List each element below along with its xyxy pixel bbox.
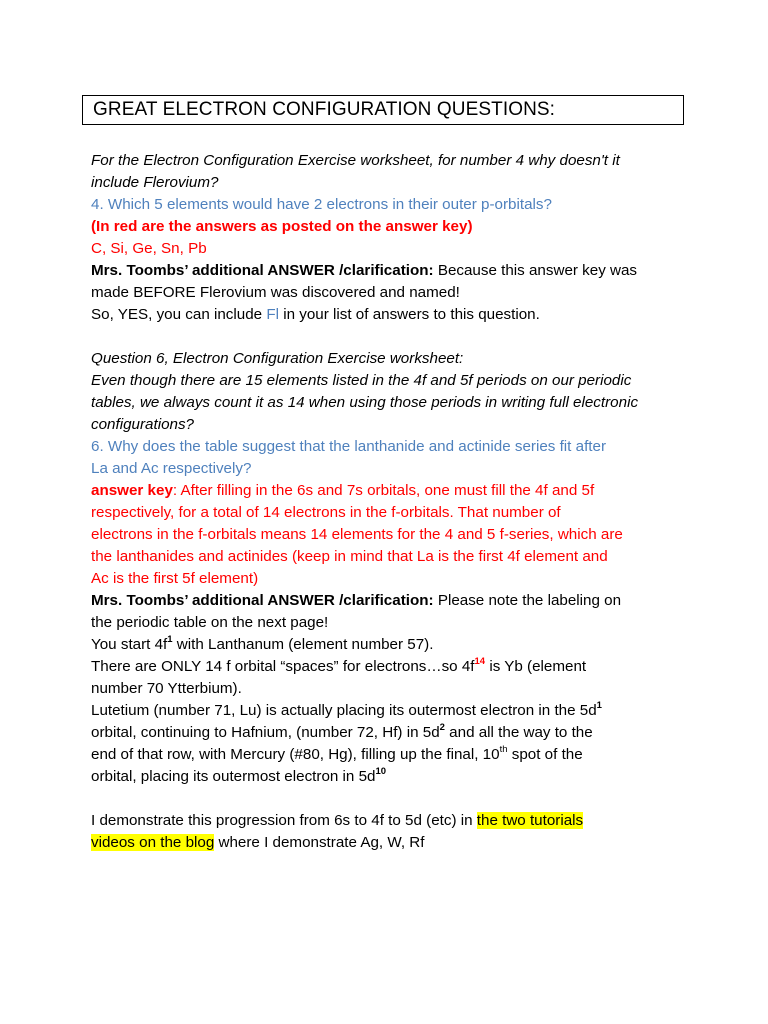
hafnium-text-b: and all the way to the bbox=[444, 724, 593, 741]
q4-answer-key-answer: C, Si, Ge, Sn, Pb bbox=[91, 240, 207, 257]
flerovium-symbol: Fl bbox=[266, 306, 279, 323]
q4-intro-line-1: For the Electron Configuration Exercise worksheet, for number 4 why doesn't it bbox=[91, 152, 620, 169]
page-title: GREAT ELECTRON CONFIGURATION QUESTIONS: bbox=[93, 99, 556, 120]
q4-clarification-line-1 bbox=[91, 260, 691, 282]
q6-question-line-1: 6. Why does the table suggest that the lanthanide and actinide series fit after bbox=[91, 438, 607, 455]
hafnium-text-a: orbital, continuing to Hafnium, (number 72, Hf) in 5d bbox=[91, 724, 440, 741]
q6-clarification-label: Mrs. Toombs’ additional ANSWER /clarification: bbox=[91, 592, 434, 609]
title-box bbox=[82, 95, 684, 125]
superscript: 1 bbox=[167, 634, 173, 645]
q6-answer-key-line-1 bbox=[91, 480, 691, 502]
only-14-line-1 bbox=[91, 656, 691, 678]
demo-line-1 bbox=[91, 810, 691, 832]
q4-intro-line-2: include Flerovium? bbox=[91, 174, 219, 191]
q6-intro-line-4: configurations? bbox=[91, 416, 195, 433]
q6-answer-key-line-4: the lanthanides and actinides (keep in mind that La is the first 4f element and bbox=[91, 548, 608, 565]
superscript: 2 bbox=[439, 722, 445, 733]
q4-answer-key-note: (In red are the answers as posted on the answer key) bbox=[91, 218, 473, 235]
q6-answer-key-line-3: electrons in the f-orbitals means 14 elements for the 4 and 5 f-series, which are bbox=[91, 526, 623, 543]
mercury-text-a: end of that row, with Mercury (#80, Hg), filling up the final, 10 bbox=[91, 746, 500, 763]
final-orbital-line bbox=[91, 766, 691, 788]
mercury-line bbox=[91, 744, 691, 766]
q6-answer-key-text-1: : After filling in the 6s and 7s orbitals, one must fill the 4f and 5f bbox=[172, 482, 595, 499]
superscript: 1 bbox=[596, 700, 602, 711]
q4-question: 4. Which 5 elements would have 2 electrons in their outer p-orbitals? bbox=[91, 196, 552, 213]
superscript-red: 14 bbox=[474, 656, 486, 667]
final-orbital-text: orbital, placing its outermost electron in 5d bbox=[91, 768, 376, 785]
q6-intro-line-1: Question 6, Electron Configuration Exercise worksheet: bbox=[91, 350, 464, 367]
q6-intro-line-3: tables, we always count it as 14 when using those periods in writing full electronic bbox=[91, 394, 639, 411]
q6-clarification-line-2: the periodic table on the next page! bbox=[91, 614, 329, 631]
q6-question-line-2: La and Ac respectively? bbox=[91, 460, 252, 477]
demo-line-2 bbox=[91, 832, 691, 854]
lutetium-line bbox=[91, 700, 691, 722]
q6-clarification-text: Please note the labeling on bbox=[433, 592, 622, 609]
spacer bbox=[91, 326, 691, 348]
demo-text-b: where I demonstrate Ag, W, Rf bbox=[214, 834, 425, 851]
answer-key-label: answer key bbox=[91, 482, 173, 499]
q4-clar-3-text-a: So, YES, you can include bbox=[91, 306, 267, 323]
q6-intro-line-2: Even though there are 15 elements listed in the 4f and 5f periods on our periodic bbox=[91, 372, 632, 389]
superscript: th bbox=[499, 744, 508, 755]
q4-clarification-text: Because this answer key was bbox=[433, 262, 638, 279]
q4-clar-3-text-b: in your list of answers to this question. bbox=[279, 306, 540, 323]
hafnium-line bbox=[91, 722, 691, 744]
only-14-text-a: There are ONLY 14 f orbital “spaces” for electrons…so 4f bbox=[91, 658, 475, 675]
tutorials-link-part-1[interactable]: the two tutorials bbox=[476, 812, 584, 829]
lutetium-text: Lutetium (number 71, Lu) is actually placing its outermost electron in the 5d bbox=[91, 702, 597, 719]
only-14-text-b: is Yb (element bbox=[485, 658, 587, 675]
document-body bbox=[91, 150, 691, 854]
only-14-line-2: number 70 Ytterbium). bbox=[91, 680, 242, 697]
demo-text-a: I demonstrate this progression from 6s to 4f to 5d (etc) in bbox=[91, 812, 477, 829]
q4-clarification-label: Mrs. Toombs’ additional ANSWER /clarification: bbox=[91, 262, 434, 279]
superscript: 10 bbox=[375, 766, 387, 777]
spacer bbox=[91, 788, 691, 810]
start-4f-line bbox=[91, 634, 691, 656]
q4-clarification-line-3 bbox=[91, 304, 691, 326]
mercury-text-b: spot of the bbox=[507, 746, 583, 763]
start-4f-text-a: You start 4f bbox=[91, 636, 168, 653]
q6-answer-key-line-2: respectively, for a total of 14 electrons in the f-orbitals. That number of bbox=[91, 504, 561, 521]
q4-clarification-line-2: made BEFORE Flerovium was discovered and named! bbox=[91, 284, 460, 301]
start-4f-text-b: with Lanthanum (element number 57). bbox=[172, 636, 434, 653]
tutorials-link-part-2[interactable]: videos on the blog bbox=[91, 834, 215, 851]
q6-answer-key-line-5: Ac is the first 5f element) bbox=[91, 570, 259, 587]
q6-clarification-line-1 bbox=[91, 590, 691, 612]
